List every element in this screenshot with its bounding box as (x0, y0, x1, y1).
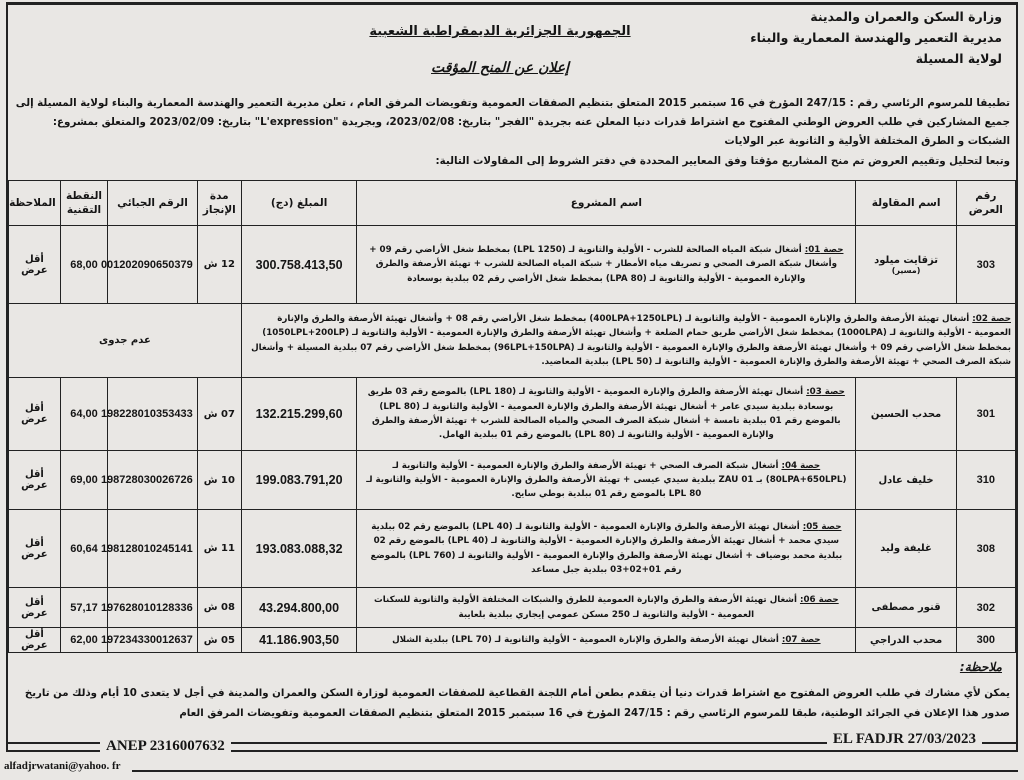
lot-label: حصة 06: (799, 595, 839, 606)
amount: 132.215.299,60 (241, 378, 356, 451)
result-paragraph: وتبعا لتحليل وتقييم العروض تم منح المشاريع مؤقتا وفق المعايير المحددة في دفتر الشروط إلى المقاولات التالية: (435, 155, 1010, 167)
offer-number: 308 (956, 510, 1015, 588)
company-name: خليف عادل (856, 451, 956, 510)
table-row (9, 304, 1016, 378)
company-label: تزقايت ميلود (874, 254, 938, 266)
offer-number: 303 (956, 226, 1015, 304)
offer-number: 301 (956, 378, 1015, 451)
notes: أقل عرض (9, 378, 61, 451)
project-description (357, 510, 856, 588)
table-row (9, 588, 1016, 628)
table-row (9, 628, 1016, 653)
lot-label: حصة 05: (802, 521, 842, 532)
lot-label: حصة 02: (972, 313, 1011, 324)
directorate-line: مديرية التعمير والهندسة المعمارية والبناء (750, 30, 1002, 45)
company-name (856, 226, 956, 304)
header-duration: مدة الإنجاز (197, 181, 241, 226)
ministry-line: وزارة السكن والعمران والمدينة (810, 9, 1002, 24)
republic-title: الجمهورية الجزائرية الديمقراطية الشعبية (369, 24, 631, 39)
notes: أقل عرض (9, 628, 61, 653)
amount: 41.186.903,50 (241, 628, 356, 653)
project-description (357, 588, 856, 628)
fiscal-number: 197234330012637 (108, 628, 197, 653)
offer-number: 302 (956, 588, 1015, 628)
lot-label: حصة 03: (806, 387, 845, 398)
table-row (9, 378, 1016, 451)
announcement-title: إعلان عن المنح المؤقت (431, 60, 569, 76)
notes: أقل عرض (9, 588, 61, 628)
project-description (357, 378, 856, 451)
header-company: اسم المقاولة (856, 181, 956, 226)
company-role: (مسير) (891, 265, 921, 275)
project-text: أشغال شبكة الصرف الصحي + تهيئة الأرصفة والطرق والإنارة العمومية - الأولية والثانوية لـ (80LPA+650LPL) بـ ZAU 01 ببلدية سيدي عيسى + تهيئة الأرصفة والطرق والإنارة العمومية - الأولية والثانوية لـ LPL 80 بالموضع رقم 01 ببلدية بوطي سايح. (366, 460, 847, 500)
project-text: أشغال شبكة المياه الصالحة للشرب - الأولية والثانوية لـ (LPL 1250) بمخطط شغل الأراضي رقم 09 + وأشغال شبكة الصرف الصحي و تصريف مياه الأمطار + شبكة المياه الصالحة للشرب + تهيئة الأرصفة والطرق والإنارة العمومية - الأولية والثانوية لـ (LPA 80) بمخطط شغل الأراضي رقم 02 ببلدية بوسعادة (369, 245, 837, 284)
table-row (9, 510, 1016, 588)
header-score: النقطة التقنية (60, 181, 107, 226)
technical-score: 60,64 (60, 510, 107, 588)
amount: 193.083.088,32 (241, 510, 356, 588)
company-name: غليفة وليد (856, 510, 956, 588)
technical-score: 57,17 (60, 588, 107, 628)
project-description (357, 628, 856, 653)
header-notes: الملاحظة (9, 181, 61, 226)
fiscal-number: 198128010245141 (108, 510, 197, 588)
duration: 11 ش (197, 510, 241, 588)
ministry-header (642, 6, 1002, 69)
amount: 43.294.800,00 (241, 588, 356, 628)
fiscal-number: 198728030026726 (108, 451, 197, 510)
fiscal-number: 001202090650379 (108, 226, 197, 304)
unsuccessful-status: عدم جدوى (9, 304, 242, 378)
technical-score: 64,00 (60, 378, 107, 451)
newspaper-date: EL FADJR 27/03/2023 (827, 731, 982, 748)
note-title: ملاحظة: (959, 660, 1002, 674)
table-row (9, 451, 1016, 510)
notes: أقل عرض (9, 226, 61, 304)
notes: أقل عرض (9, 510, 61, 588)
project-text: أشغال تهيئة الأرصفة والطرق والإنارة العمومية - الأولية والثانوية لـ (LPL 180) بالموضع رقم 03 طريق بوسعادة ببلدية سيدي عامر + أشغال تهيئة الأرصفة والطرق والإنارة العمومية - الأولية والثانوية لـ (LPL 80) بالموضع رقم 01 ببلدية تامسة + أشغال شبكة الصرف الصحي والمياه الصالحة للشرب + تهيئة الأرصفة والطرق والإنارة العمومية - الأولية والثانوية لـ (LPL 80) بالموضع رقم 01 ببلدية الهامل. (367, 387, 841, 441)
awards-table (8, 180, 1016, 653)
fiscal-number: 198228010353433 (108, 378, 197, 451)
project-description (357, 451, 856, 510)
note-body: يمكن لأي مشارك في طلب العروض المفتوح مع اشتراط قدرات دنيا أن يتقدم بطعن أمام اللجنة القطاعية للصفقات العمومية لوزارة السكن والعمران والمدينة في أجل لا يتعدى 10 أيام وذلك من تاريخ صدور هذا الإعلان في الجرائد الوطنية، طبقا للمرسوم الرئاسي رقم : 247/15 المؤرخ في 16 سبتمبر 2015 المتعلق بتنظيم الصفقات العمومية وتفويضات المرفق العام (24, 688, 1010, 719)
duration: 07 ش (197, 378, 241, 451)
table-header-row (9, 181, 1016, 226)
technical-score: 62,00 (60, 628, 107, 653)
technical-score: 69,00 (60, 451, 107, 510)
lot-label: حصة 01: (804, 245, 844, 256)
duration: 05 ش (197, 628, 241, 653)
fiscal-number: 197628010128336 (108, 588, 197, 628)
wilaya-line: لولاية المسيلة (915, 51, 1002, 66)
project-description (241, 304, 1015, 378)
project-text: أشغال تهيئة الأرصفة والطرق والإنارة العمومية - الأولية والثانوية لـ (LPL 70) ببلدية الشلال (392, 634, 779, 645)
header-project: اسم المشروع (357, 181, 856, 226)
duration: 10 ش (197, 451, 241, 510)
anep-number: ANEP 2316007632 (100, 738, 231, 755)
project-text: أشغال تهيئة الأرصفة والطرق والإنارة العمومية - الأولية والثانوية لـ (400LPA+1250LPL) بمخطط شغل الأراضي رقم 08 + وأشغال تهيئة الأرصفة والطرق والإنارة العمومية - الأولية والثانوية لـ (1000LPA) بمخطط شغل الأراضي طريق حمام الضلعة + وأشغال تهيئة الأرصفة والطرق والإنارة العمومية - الأولية والثانوية لـ (1050LPL+200LP) بمخطط شغل الأراضي رقم 09 + وأشغال تهيئة الأرصفة والطرق والإنارة العمومية - الأولية والثانوية لـ (96LPL+150LPA) بمخطط شغل الأراضي رقم 07 ببلدية المسيلة + وأشغال شبكة الصرف الصحي + تهيئة الأرصفة والطرق والإنارة العمومية - الأولية والثانوية لـ (LPL 50) ببلدية المعاضيد. (251, 313, 1011, 367)
table-row (9, 226, 1016, 304)
offer-number: 300 (956, 628, 1015, 653)
intro-paragraph: تطبيقا للمرسوم الرئاسي رقم : 247/15 المؤرخ في 16 سبتمبر 2015 المتعلق بتنظيم الصفقات العمومية وتفويضات المرفق العام ، تعلن مديرية التعمير والهندسة المعمارية والبناء لولاية المسيلة إلى جميع المشاركين في طلب العروض الوطني المفتوح مع اشتراط قدرات دنيا المعلن عنه بجريدة "الفجر" بتاريخ: 2023/02/08، وبجريدة "L'expression" بتاريخ: 2023/02/09 والمتعلق بمشروع: الشبكات و الطرق المختلفة الأولية و الثانوية عبر الولايات (15, 97, 1010, 147)
lot-label: حصة 04: (781, 460, 821, 471)
company-name: محدب الحسين (856, 378, 956, 451)
company-name: محدب الدراجي (856, 628, 956, 653)
header-fiscal: الرقم الجبائي (108, 181, 197, 226)
amount: 199.083.791,20 (241, 451, 356, 510)
header-amount: المبلغ (دج) (241, 181, 356, 226)
lot-label: حصة 07: (781, 634, 821, 645)
email-divider (132, 770, 1018, 772)
notes: أقل عرض (9, 451, 61, 510)
header-num: رقم العرض (956, 181, 1015, 226)
technical-score: 68,00 (60, 226, 107, 304)
email-address: alfadjrwatani@yahoo. fr (4, 760, 121, 772)
amount: 300.758.413,50 (241, 226, 356, 304)
duration: 08 ش (197, 588, 241, 628)
project-text: أشغال تهيئة الأرصفة والطرق والإنارة العمومية للطرق والشبكات المختلفة الأولية والثانوية للسكنات العمومية - الأولية والثانوية لـ 250 مسكن عمومي إيجاري ببلدية بلعايبة (374, 595, 797, 620)
project-text: أشغال تهيئة الأرصفة والطرق والإنارة العمومية - الأولية والثانوية لـ (LPL 40) بالموضع رقم 02 ببلدية سيدي محمد + أشغال تهيئة الأرصفة والطرق والإنارة العمومية - الأولية والثانوية لـ (LPL 40) بالموضع رقم 02 ببلدية محمد بوضياف + أشغال تهيئة الأرصفة والطرق والإنارة العمومية - الأولية والثانوية لـ (LPL 760) بالموضع رقم 01+02+03 ببلدية جبل مساعد (370, 521, 843, 575)
offer-number: 310 (956, 451, 1015, 510)
project-description (357, 226, 856, 304)
company-name: قنور مصطفى (856, 588, 956, 628)
duration: 12 ش (197, 226, 241, 304)
